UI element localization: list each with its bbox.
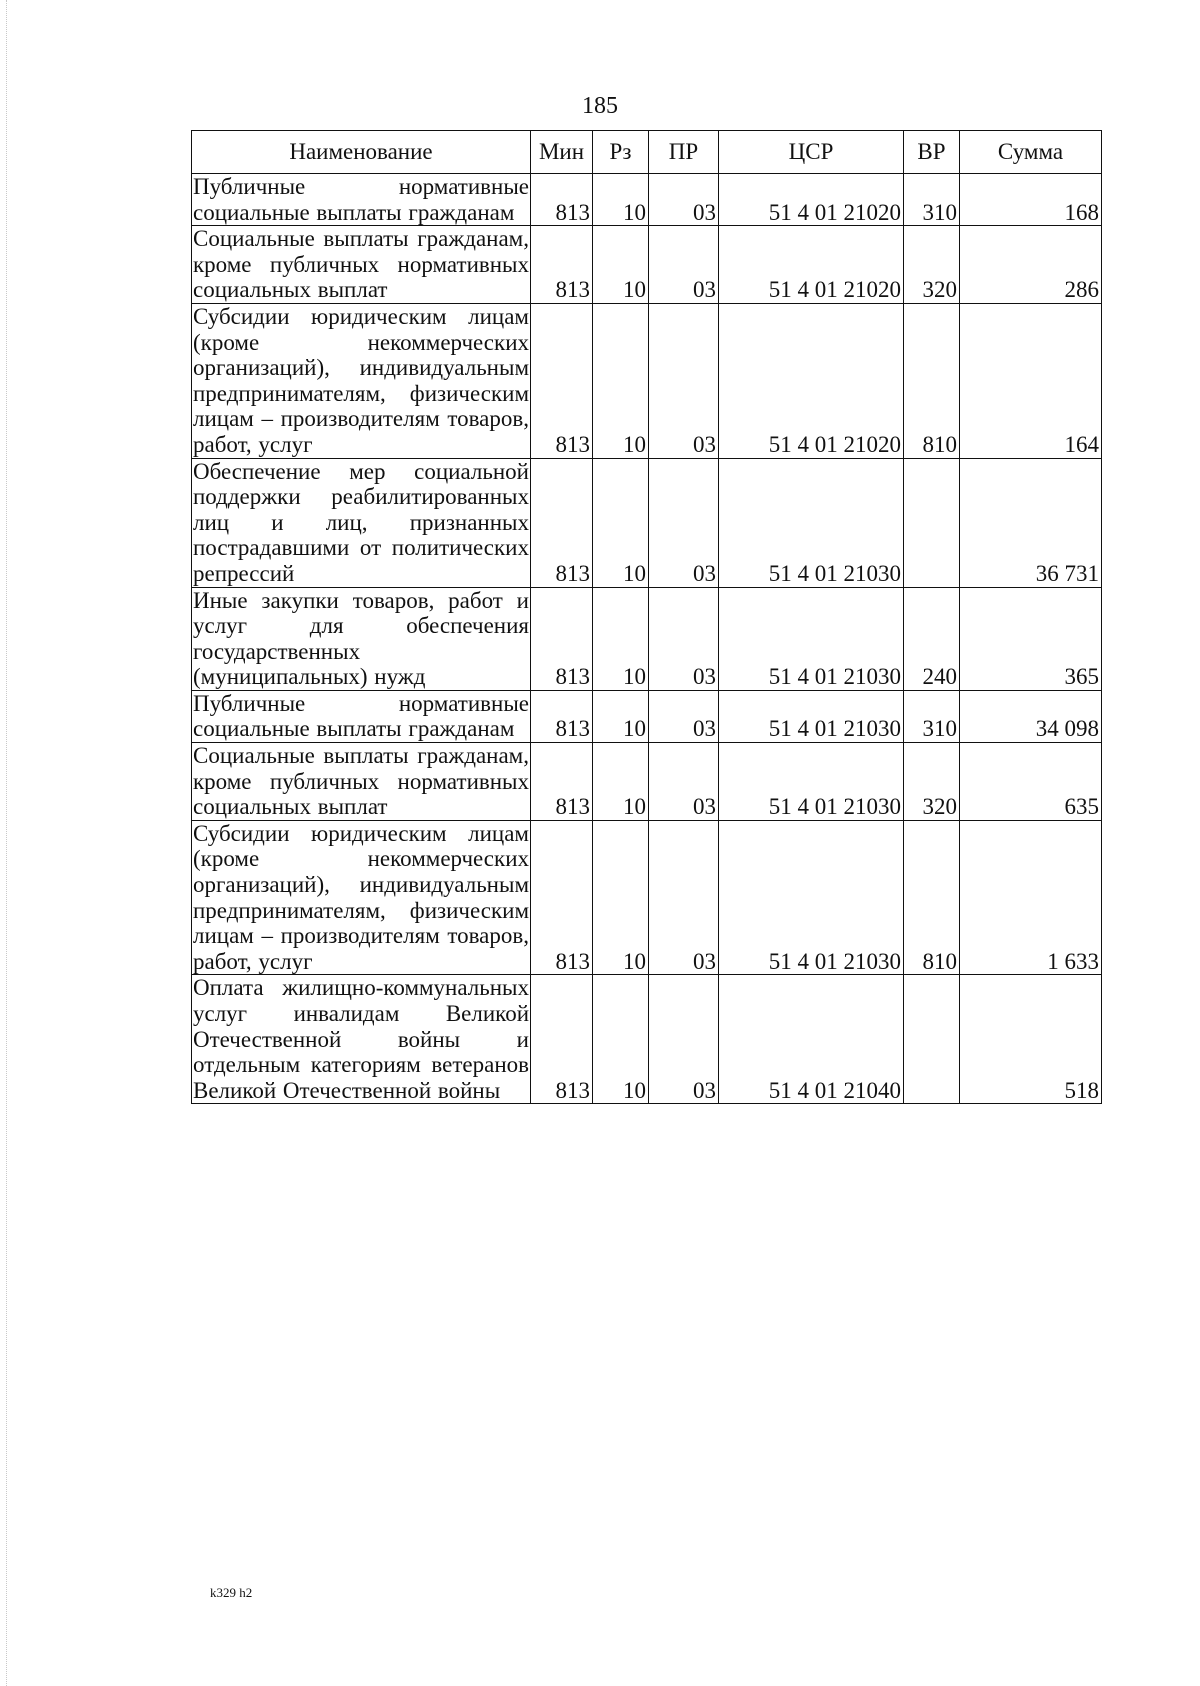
row-min: 813: [531, 458, 593, 587]
row-rz: 10: [593, 303, 649, 458]
row-pr: 03: [649, 174, 719, 226]
row-name: Субсидии юридическим лицам (кроме некоммерческих организаций), индивидуальным предпринимателям, физическим лицам – производителям товаров, работ, услуг: [193, 820, 529, 974]
row-vr: 310: [904, 690, 960, 742]
row-min: 813: [531, 975, 593, 1104]
row-vr: 810: [904, 820, 960, 975]
header-min: Мин: [531, 131, 593, 174]
row-rz: 10: [593, 587, 649, 690]
row-csr: 51 4 01 21030: [719, 690, 904, 742]
row-csr: 51 4 01 21030: [719, 743, 904, 821]
header-rz: Рз: [593, 131, 649, 174]
row-name: Иные закупки товаров, работ и услуг для обеспечения государственных (муниципальных) нужд: [193, 587, 529, 690]
row-csr: 51 4 01 21040: [719, 975, 904, 1104]
row-min: 813: [531, 587, 593, 690]
footer-code: k329 h2: [210, 1585, 253, 1600]
row-csr: 51 4 01 21020: [719, 303, 904, 458]
row-rz: 10: [593, 690, 649, 742]
row-rz: 10: [593, 820, 649, 975]
header-pr: ПР: [649, 131, 719, 174]
row-pr: 03: [649, 975, 719, 1104]
row-vr: 240: [904, 587, 960, 690]
row-rz: 10: [593, 975, 649, 1104]
row-rz: 10: [593, 743, 649, 821]
table-row: [192, 226, 1102, 304]
row-csr: 51 4 01 21020: [719, 174, 904, 226]
row-pr: 03: [649, 458, 719, 587]
table-row: [192, 820, 1102, 975]
row-sum: 286: [960, 226, 1102, 304]
row-vr: 310: [904, 174, 960, 226]
row-min: 813: [531, 226, 593, 304]
header-csr: ЦСР: [719, 131, 904, 174]
row-csr: 51 4 01 21030: [719, 458, 904, 587]
row-name: Социальные выплаты гражданам, кроме публичных нормативных социальных выплат: [193, 226, 529, 303]
row-name: Публичные нормативные социальные выплаты гражданам: [193, 690, 529, 742]
row-vr: 320: [904, 226, 960, 304]
row-min: 813: [531, 820, 593, 975]
row-rz: 10: [593, 458, 649, 587]
scan-edge-mark: [6, 0, 8, 1686]
table-row: [192, 587, 1102, 690]
row-sum: 635: [960, 743, 1102, 821]
row-sum: 168: [960, 174, 1102, 226]
row-csr: 51 4 01 21030: [719, 587, 904, 690]
table-header-row: [192, 131, 1102, 174]
row-name: Публичные нормативные социальные выплаты гражданам: [193, 174, 529, 225]
row-name: Субсидии юридическим лицам (кроме некоммерческих организаций), индивидуальным предпринимателям, физическим лицам – производителям товаров, работ, услуг: [193, 303, 529, 457]
row-vr: 810: [904, 303, 960, 458]
row-min: 813: [531, 743, 593, 821]
header-name: Наименование: [192, 131, 531, 174]
row-min: 813: [531, 174, 593, 226]
header-vr: ВР: [904, 131, 960, 174]
row-name: Обеспечение мер социальной поддержки реабилитированных лиц и лиц, признанных пострадавшими от политических репрессий: [193, 458, 529, 586]
row-csr: 51 4 01 21030: [719, 820, 904, 975]
row-pr: 03: [649, 587, 719, 690]
row-vr: [904, 458, 960, 587]
row-csr: 51 4 01 21020: [719, 226, 904, 304]
row-vr: [904, 975, 960, 1104]
table-row: [192, 743, 1102, 821]
table-row: [192, 975, 1102, 1104]
row-min: 813: [531, 303, 593, 458]
row-name: Оплата жилищно-коммунальных услуг инвалидам Великой Отечественной войны и отдельным категориям ветеранов Великой Отечественной войны: [193, 975, 529, 1103]
row-pr: 03: [649, 743, 719, 821]
row-sum: 365: [960, 587, 1102, 690]
row-pr: 03: [649, 820, 719, 975]
row-pr: 03: [649, 690, 719, 742]
row-vr: 320: [904, 743, 960, 821]
row-pr: 03: [649, 303, 719, 458]
row-name: Социальные выплаты гражданам, кроме публичных нормативных социальных выплат: [193, 743, 529, 820]
row-min: 813: [531, 690, 593, 742]
table-row: [192, 458, 1102, 587]
row-rz: 10: [593, 226, 649, 304]
header-sum: Сумма: [960, 131, 1102, 174]
table-row: [192, 303, 1102, 458]
row-pr: 03: [649, 226, 719, 304]
row-sum: 34 098: [960, 690, 1102, 742]
row-sum: 1 633: [960, 820, 1102, 975]
page-number: 185: [582, 93, 618, 119]
row-sum: 36 731: [960, 458, 1102, 587]
budget-table: [191, 130, 1102, 1104]
row-sum: 518: [960, 975, 1102, 1104]
table-row: [192, 690, 1102, 742]
table-row: [192, 174, 1102, 226]
row-sum: 164: [960, 303, 1102, 458]
row-rz: 10: [593, 174, 649, 226]
